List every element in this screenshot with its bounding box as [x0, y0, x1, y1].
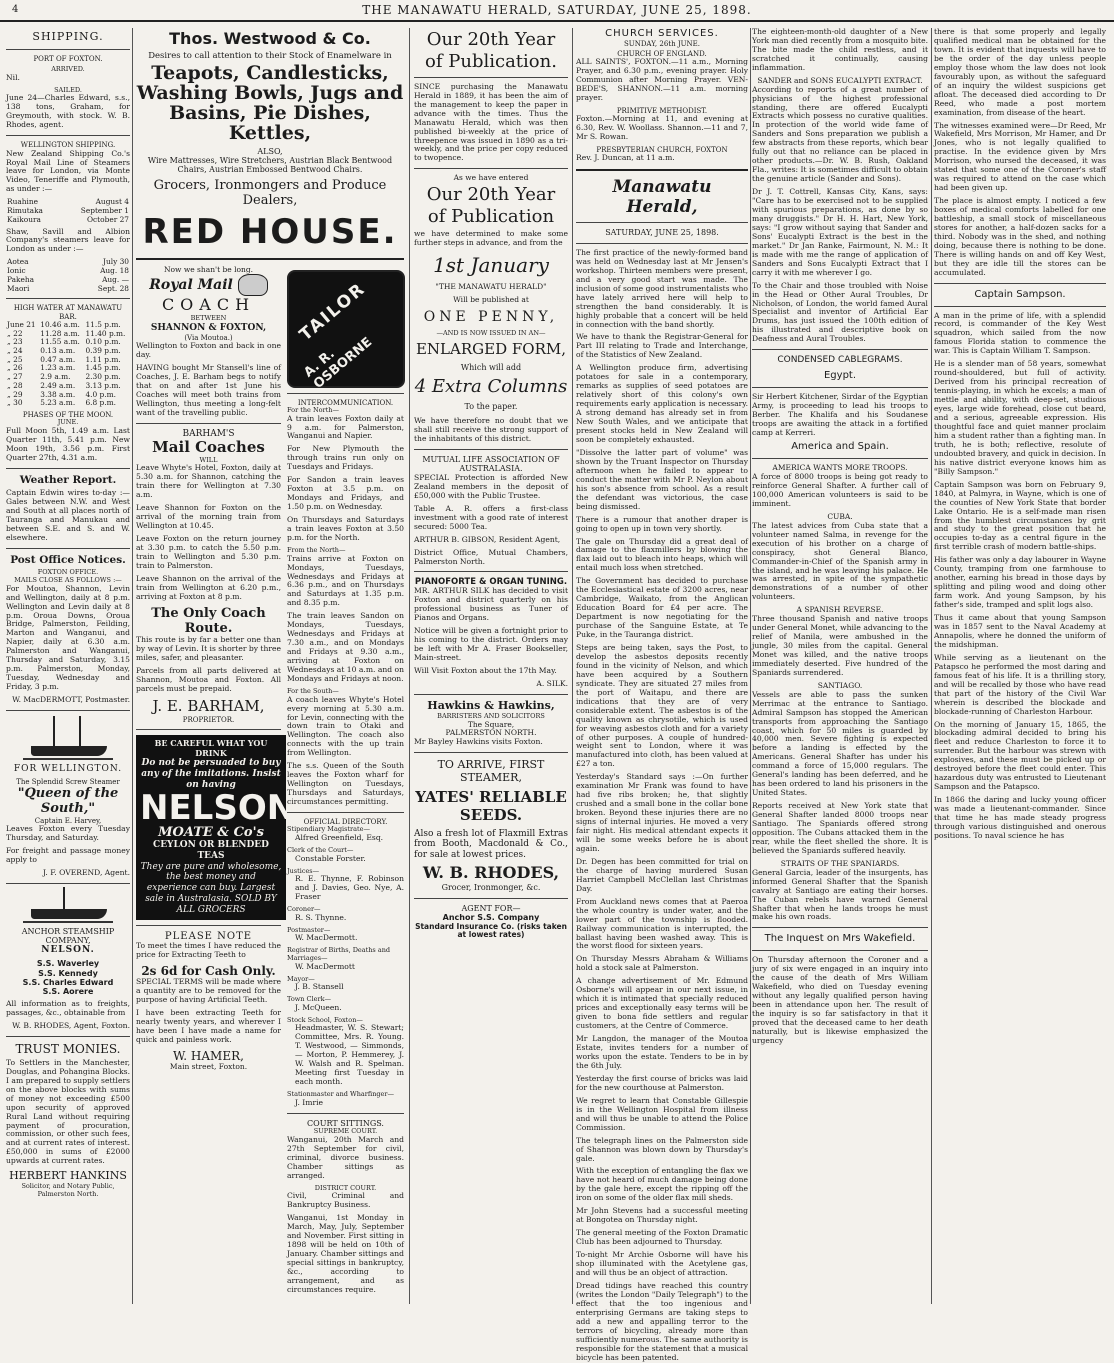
- as-we-entered: As we have entered: [453, 173, 529, 183]
- news-paragraph: Yesterday the first course of bricks was laid for the new courthouse at Palmerston.: [576, 1073, 748, 1092]
- tide-heading: HIGH WATER AT MANAWATU BAR.: [13, 304, 123, 321]
- official-directory: OFFICIAL DIRECTORY.: [303, 818, 388, 827]
- troops-heading: AMERICA WANTS MORE TROOPS.: [772, 463, 908, 473]
- church-services: CHURCH SERVICES.: [605, 28, 719, 39]
- trust-monies-text: To Settlers in the Manchester, Douglas, and Pohangina Blocks. I am prepared to supply settlers on the above blocks with sums of money not exceeding £500 upon security of approved Rural Land without requiring payment of procuration, commission, or other such fees, and at current rates of interest. £50,000 in sums of £2000 upwards at current rates.: [6, 1057, 130, 1166]
- wellington-shipping-text: New Zealand Shipping Co.'s Royal Mail Line of Steamers leave for London, via Monte Video, Teneriffe and Plymouth, as under :—: [6, 148, 130, 194]
- rhodes-agent: W. B. RHODES, Agent, Foxton.: [12, 1020, 130, 1030]
- moon-heading: PHASES OF THE MOON.: [22, 411, 114, 420]
- santiago-text: Reports received at New York state that General Shafter landed 8000 troops near Santiago. The Spaniards offered strong opposition. The Cubans attacked them in the rear, while the fleet shelled the shore. It is believed the Spaniards suffered heavily.: [752, 801, 928, 855]
- intercom-text: A coach leaves Whyte's Hotel every morning at 5.30 a.m. for Levin, connecting with the down train to Otaki and Wellington. The coach also connects with the up train from Wellington.: [287, 694, 404, 758]
- silk-text: MR. ARTHUR SILK has decided to visit Foxton and district quarterly on his professional business as Tuner of Pianos and Organs.: [414, 586, 568, 623]
- news-paragraph: The general meeting of the Foxton Dramatic Club has been adjourned to Thursday.: [576, 1228, 748, 1247]
- flax-text: Also a fresh lot of Flaxmill Extras from Booth, Macdonald & Co., for sale at lowest prices.: [414, 828, 568, 860]
- table-row: Ruahine August 4: [7, 197, 129, 207]
- special-terms: SPECIAL TERMS will be made where a quantity are to be removed for the purpose of having Artificial Teeth.: [136, 977, 281, 1005]
- table-row: „ 29 3.38 a.m. 4.0 p.m.: [7, 389, 116, 399]
- captain-name: Captain E. Harvey,: [34, 816, 102, 825]
- weather-text: Captain Edwin wires to-day :—Gales between N.W. and West and South at all places north of Tauranga and Manukau and between S.E. and S. and W. elsewhere.: [6, 488, 130, 543]
- postmaster-sign: W. MacDERMOTT, Postmaster.: [12, 695, 130, 705]
- table-row: Pakeha Aug. —: [7, 274, 129, 284]
- sailed-text: June 24—Charles Edward, s.s., 138 tons, Graham, for Greymouth, with stock. W. B. Rhodes, agent.: [6, 93, 130, 130]
- hawkins-square: The Square,: [467, 719, 515, 729]
- port-heading: PORT OF FOXTON.: [33, 54, 103, 63]
- barham-schedule: Leave Shannon on the arrival of the train from Wellington at 6.20 p.m., arriving at Foxton at 8 p.m.: [136, 573, 281, 601]
- one-penny: ONE PENNY,: [423, 309, 559, 326]
- gibson-agent: ARTHUR B. GIBSON, Resident Agent,: [414, 534, 561, 544]
- support-text: We have therefore no doubt that we shall still receive the strong support of the inhabitants of this district.: [414, 416, 568, 444]
- to-the-paper: To the paper.: [464, 401, 518, 411]
- freight-text: For freight and passage money apply to: [6, 845, 130, 864]
- herald-name: "THE MANAWATU HERALD": [435, 282, 547, 292]
- hawkins-palmerston: PALMERSTON NORTH.: [445, 728, 537, 738]
- grocers-text: Grocers, Ironmongers and Produce Dealers,: [153, 177, 387, 209]
- for-south: For the South—: [287, 686, 339, 695]
- barham-schedule: Leave Whyte's Hotel, Foxton, daily at 5.30 a.m. for Shannon, catching the train there for Wellington at 7.30 a.m.: [136, 463, 281, 500]
- yates-seeds: YATES' RELIABLE SEEDS.: [415, 788, 567, 824]
- intercom-text: For New Plymouth the through trains run only on Tuesdays and Fridays.: [287, 444, 404, 472]
- screw-steamer: The Splendid Screw Steamer: [16, 777, 120, 786]
- column-rule: [132, 28, 133, 1304]
- for-wellington-heading: FOR WELLINGTON.: [13, 764, 123, 775]
- silk-text: Notice will be given a fortnight prior to his coming to the district. Orders may be left with Mr A. Fraser Bookseller, Main-street.: [414, 626, 568, 663]
- reverse-text: Three thousand Spanish and native troops under General Monet, while advancing to the relief of Manila, were ambushed in the jungle, 30 miles from the capital. General Monet was killed, and the native troops immediately deserted. Five hundred of the Spaniards surrendered.: [752, 614, 928, 677]
- of-publication: of Publication: [427, 206, 555, 228]
- anchor-ss: Anchor S.S. Company: [442, 913, 540, 923]
- tailor-osborne-logo: TAILOR A. R. OSBORNE: [287, 270, 405, 388]
- inquest-heading: The Inquest on Mrs Wakefield.: [764, 933, 916, 945]
- will-be-published: Will be published at: [453, 295, 529, 305]
- intercom-text: A train leaves Foxton daily at 9 a.m. for Palmerston, Wanganui and Napier.: [287, 413, 404, 441]
- egypt-text: Sir Herbert Kitchener, Sirdar of the Egyptian Army, is proceeding to lead his troops to Berber. The Khalifa and his Soudanese troops are awaiting the attack in a fortified camp at Kerreri.: [752, 391, 928, 437]
- santiago-text: Vessels are able to pass the sunken Merrimac at the entrance to Santiago. Admiral Sampson has stopped the American transports from approaching the Santiago coast, which for 50 miles is guarded by 40,000 men. Severe fighting is expected before a landing is effected by the Americans. General Shafter has under his command a force of 15,000 regulars. The General's landing has been deferred, and he has been ordered to land his prisoners in the United States.: [752, 689, 928, 798]
- pianoforte-heading: PIANOFORTE & ORGAN TUNING.: [414, 577, 568, 588]
- news-paragraph: The first practice of the newly-formed band was held on Wednesday last at Mr Jensen's workshop. Thirteen members were present, and a very good start was made. The inclusion of some good instrumentalists who have lately arrived here will help to strengthen the band considerably. It is highly probable that a concert will be held in connection with the band shortly.: [576, 247, 748, 329]
- red-house: RED HOUSE.: [142, 211, 398, 252]
- news-paragraph: On Thursday Messrs Abraham & Williams hold a stock sale at Palmerston.: [576, 954, 748, 973]
- herbert-hankins: HERBERT HANKINS: [9, 1169, 127, 1183]
- barham-schedule: Leave Shannon for Foxton on the arrival of the morning train from Wellington at 10.45.: [136, 503, 281, 531]
- ship-name: S.S. Kennedy: [38, 968, 98, 978]
- teeth-text: To meet the times I have reduced the price for Extracting Teeth to: [136, 941, 281, 960]
- hawkins-sub: BARRISTERS AND SOLICITORS: [437, 711, 545, 720]
- coach-text: HAVING bought Mr Stansell's line of Coaches, J. E. Barham begs to notify that on and after 1st June his Coaches will meet both trains from Wellington, thus meeting a long-felt want of the travelling public.: [136, 362, 281, 417]
- sanders-text: Dr J. T. Cottrell, Kansas City, Kans, says: "Care has to be exercised not to be supplied with spurious preparations, as done by so many druggists." Dr H. H. Hart, New York, says: "I grow without saying that Sander and Sons' Eucalypti Extract is the best in the market." Dr Jan Ranke, Fairmount, N. M.: It is made with me the range of application of Sanders and Sons Eucalypti Extract that I carry it with me wherever I go.: [752, 187, 928, 277]
- news-paragraph: We regret to learn that Constable Gillespie is in the Wellington Hospital from illness and will thus be unable to attend the Police Commission.: [576, 1095, 748, 1132]
- mail-coaches: Mail Coaches: [152, 438, 265, 457]
- sampson-paragraph: On the morning of January 15, 1865, the blockading admiral decided to bring his fleet and reduce Charleston to force it to surrender. But the harbour was strewn with explosives, and these must be picked up or destroyed before the fleet could enter. This hazardous duty was entrusted to Lieutenant Sampson and the Patapsco.: [934, 719, 1106, 792]
- sampson-paragraph: In 1866 the daring and lucky young officer was made a lieutenant-commander. Since that time he has made steady progress through various distinguished and onerous positions. To naval science he has: [934, 795, 1106, 840]
- column-church-news: [576, 28, 748, 1362]
- parcels-text: Parcels from all parts delivered at Shannon, Moutoa and Foxton. All parcels must be prepaid.: [136, 666, 281, 694]
- sailed-heading: SAILED.: [54, 85, 82, 94]
- silk-visit: Will Visit Foxton about the 17th May.: [414, 666, 557, 676]
- first-january: 1st January: [433, 252, 549, 277]
- column-rule: [750, 28, 751, 1304]
- ship-list: [6, 258, 130, 293]
- anchor-text: All information as to freights, passages, &c., obtainable from: [6, 998, 130, 1017]
- inquest-text: On Thursday afternoon the Coroner and a jury of six were engaged in an inquiry into the cause of the death of Mrs William Wakefield, who died on Tuesday evening without any legally qualified person having been in attendance upon her. The result of the inquiry is so far satisfactory in that it proved that the deceased came to her death naturally, but is likewise emphasized the urgency: [752, 955, 928, 1045]
- news-paragraph: Mr Langdon, the manager of the Moutoa Estate, invites tenders for a number of works upon the estate. Tenders to be in by the 6th July.: [576, 1034, 748, 1070]
- post-office-heading: Post Office Notices.: [10, 553, 126, 566]
- table-row: „ 26 1.23 a.m. 1.45 p.m.: [7, 363, 121, 373]
- table-row: Ionic Aug. 18: [7, 266, 129, 276]
- sampson-paragraph: His father was only a day labourer in Wayne County, tramping from one farmhouse to another, earning his bread in those days by splitting and piling wood and doing other farm work. And young Sampson, by his father's side, tramped and split logs also.: [934, 555, 1106, 610]
- masthead: [0, 0, 1114, 22]
- from-north: From the North—: [287, 545, 346, 554]
- table-row: Maori Sept. 28: [7, 283, 129, 293]
- column-rule: [572, 28, 573, 1304]
- news-paragraph: A Wellington produce firm, advertising potatoes for sale in a contemporary, remarks as supplies of seed potatoes are relatively short of this colony's own requirements early application is necessary. A strong demand has already set in from New South Wales, and we anticipate that present stocks held in New Zealand will soon be completely exhausted.: [576, 363, 748, 444]
- table-row: Kaikoura October 27: [7, 214, 129, 224]
- news-paragraph: there is that some properly and legally qualified medical man be obtained for the town. It is evident that inquests will have to be the order of the day unless people employ those whom the law does not look favourably upon, as without the safeguard of an inquiry the wildest suspicions get afloat. The deceased died according to Dr Reed, who made a post mortem examination, from disease of the heart.: [934, 27, 1106, 117]
- also-label: ALSO,: [257, 146, 283, 156]
- news-paragraph: Dr. Degen has been committed for trial on the charge of having murdered Susan Harriet Campbell McClellan last Christmas Day.: [576, 856, 748, 893]
- leaves-foxton: Leaves Foxton every Tuesday Thursday, and Saturday.: [6, 823, 130, 842]
- santiago-heading: SANTIAGO.: [817, 680, 863, 690]
- which-will-add: Which will add: [460, 363, 522, 373]
- cuba-heading: CUBA.: [827, 511, 853, 521]
- column-rule: [931, 28, 932, 1304]
- will-label: WILL: [199, 455, 218, 464]
- sanders-text: To the Chair and those troubled with Noise in the Head or Other Aural Troubles, Dr Nicholson, of London, the world famed Aural Specialist and inventor of Artificial Ear Drums, has just issued the 100th edition of his illustrated and descriptive book on Deafness and Aural Troubles.: [752, 280, 928, 344]
- intercom-text: For Sandon a train leaves Foxton at 3.5 p.m. on Mondays and Fridays, and 1.50 p.m. on Wednesday.: [287, 475, 404, 512]
- table-row: June 21 10.46 a.m. 11.5 p.m.: [7, 319, 121, 329]
- district-text: Civil, Criminal and Bankruptcy Business.: [287, 1191, 404, 1210]
- presbyterian: PRESBYTERIAN CHURCH, FOXTON: [596, 146, 728, 155]
- table-row: „ 23 11.55 a.m. 0.10 p.m.: [7, 337, 121, 347]
- district-text: Wanganui, 1st Monday in March, May, July, September and November. First sitting in 1898 will be held on 10th of January. Chamber sittings and special sittings in bankruptcy, &c., according to arrangement, and as circumstances require.: [287, 1213, 404, 1294]
- mutual-life-heading: MUTUAL LIFE ASSOCIATION OF AUSTRALASIA.: [422, 455, 560, 474]
- news-paragraph: Mr John Stevens had a successful meeting at Bongotea on Thursday night.: [576, 1206, 748, 1225]
- newspaper-title: THE MANAWATU HERALD, SATURDAY, JUNE 25, 1898.: [362, 3, 752, 17]
- decided-text: we have determined to make some further steps in advance, and from the: [414, 228, 568, 247]
- news-paragraph: Yesterday's Standard says :—On further examination Mr Frank was found to have had five ribs broken; he, that slightly crushed and a small bone in the collar bone broken. Beyond these injuries there are no signs of internal injuries. He moved a very fair night. His medical attendant expects it will be some weeks before he is about again.: [576, 772, 748, 853]
- intercom-text: Trains arrive at Foxton on Mondays, Tuesdays, Wednesdays and Fridays at 6.36 p.m., and on Thursdays and Saturdays at 1.35 p.m. and 8.35 p.m.: [287, 553, 404, 608]
- herald-date: SATURDAY, JUNE 25, 1898.: [605, 228, 719, 238]
- ship-name: S.S. Aorere: [42, 987, 94, 997]
- district-court: DISTRICT COURT.: [314, 1183, 377, 1192]
- news-paragraph: The telegraph lines on the Palmerston side of Shannon was blown down by Thursday's gale.: [576, 1135, 748, 1163]
- wb-rhodes: W. B. RHODES,: [422, 863, 560, 883]
- post-office-sub: FOXTON OFFICE.: [37, 568, 99, 577]
- hankins-sub: Solicitor, and Notary Public, Palmerston North.: [21, 1182, 115, 1198]
- table-row: „ 24 0.13 a.m. 0.39 p.m.: [7, 346, 121, 356]
- presbyterian-text: Rev. J. Duncan, at 11 a.m.: [576, 153, 675, 163]
- court-sittings: COURT SITTINGS.: [307, 1118, 384, 1128]
- column-rule: [409, 28, 410, 1304]
- teapots-list: Teapots, Candlesticks, Washing Bowls, Jugs and Basins, Pie Dishes, Kettles,: [136, 61, 404, 144]
- news-paragraph: The gale on Thursday did a great deal of damage to the flaxmillers by blowing the flax laid out to bleach into heaps, which will entail much loss when stretched.: [576, 536, 748, 573]
- proprietor: PROPRIETOR.: [182, 715, 235, 724]
- page-number: 4: [12, 4, 19, 15]
- table-row: Rimutaka September 1: [7, 206, 129, 216]
- moon-sub: JUNE.: [57, 418, 79, 427]
- hamer-address: Main street, Foxton.: [169, 1062, 248, 1072]
- wellington-shipping-heading: WELLINGTON SHIPPING.: [20, 141, 116, 150]
- supreme-court: SUPREME COURT.: [313, 1127, 378, 1136]
- barhams: BARHAM'S: [182, 428, 235, 439]
- news-paragraph: Steps are being taken, says the Post, to develop the asbestos deposits recently found in the vicinity of Nelson, and which have been acquired by a Southern syndicate. They are situated 27 miles from the port of Waitapu, and there are indications that they are of very considerable extent. The asbestos is of the quality known as chrysotile, which is used for weaving asbestos cloth and for a variety of other purposes. A couple of hundred-weight sent to London, where it was manufactured into cloth, has been valued at £27 a ton.: [576, 642, 748, 769]
- shipping-heading: SHIPPING.: [32, 30, 104, 43]
- mails-close: MAILS CLOSE AS FOLLOWS :—: [14, 576, 122, 584]
- news-paragraph: We have to thank the Registrar-General for Part III relating to Trade and Interchange, of the Statistics of New Zealand.: [576, 332, 748, 360]
- sanders-text: According to reports of a great number of physicians of the highest professional standing, there are offered Eucalypti Extracts which possess no curative qualities. In protection of the world wide fame of Sanders and Sons preparation we publish a few abstracts from these reports, which bear fully out that no reliance can be placed in other products.—Dr. W. B. Rush, Oakland Fla., writes: It is sometimes difficult to obtain the genuine article (Sander and Sons).: [752, 84, 928, 184]
- straits-text: General Garcia, leader of the insurgents, has informed General Shafter that the Spanish cavalry at Santiago are eating their horses. The Cuban rebels have warned General Shafter that when he lands troops he must make his own roads.: [752, 867, 928, 922]
- reverse-heading: A SPANISH REVERSE.: [796, 605, 884, 615]
- sampson-paragraph: Thus it came about that young Sampson was in 1857 sent to the Naval Academy at Annapolis, where he donned the uniform of the midshipman.: [934, 613, 1106, 649]
- for-north: For the North—: [287, 405, 339, 414]
- intercom-text: The train leaves Sandon on Mondays, Tuesdays, Wednesdays and Fridays at 7.30 a.m., and on Mondays and Fridays at 9.30 a.m., arriving at Foxton on Wednesdays at 10 a.m. and on Mondays and Fridays at noon.: [287, 611, 405, 683]
- since-text: SINCE purchasing the Manawatu Herald in 1889, it has been the aim of the management to keep the paper in advance with the times. Thus the Manawatu Herald, which was then published bi-weekly at the price of threepence was issued in 1890 as a tri-weekly, and the price per copy reduced to twopence.: [414, 81, 568, 163]
- sampson-paragraph: A man in the prime of life, with a splendid record, is commander of the Key West squadron, which sailed from the now famous Florida station to commence the war. This is Captain William T. Sampson.: [934, 310, 1106, 356]
- mutual-text: Table A. R. offers a first-class investment with a good rate of interest secured: 5000 Tea.: [414, 503, 568, 531]
- teeth-price: 2s 6d for Cash Only.: [141, 964, 276, 979]
- standard-insurance: Standard Insurance Co. (risks taken at lowest rates): [415, 921, 567, 940]
- table-row: „ 22 11.28 a.m. 11.40 p.m.: [7, 328, 126, 338]
- table-row: Aotea July 30: [7, 257, 129, 267]
- to-arrive: TO ARRIVE, FIRST STEAMER,: [437, 758, 545, 785]
- coach-heading: COACH: [161, 295, 256, 315]
- nelson-tea-ad: BE CAREFUL WHAT YOU DRINK Do not be persuaded to buy any of the imitations. Insist on having NELSON MOATE & Co's CEYLON OR BLENDED TEAS They are pure and wholesome, the best money and experience can buy. Largest sale in Australasia. SOLD BY ALL GROCERS: [136, 735, 286, 919]
- america-spain-heading: America and Spain.: [791, 441, 889, 453]
- four-extra-columns: 4 Extra Columns: [414, 376, 568, 398]
- church-of-england: CHURCH OF ENGLAND.: [617, 50, 707, 59]
- royal-crest-icon: [238, 274, 268, 296]
- news-paragraph: The eighteen-month-old daughter of a New York man died recently from a mosquito bite. The bite made the child restless, and it scratched it continually, causing inflammation.: [752, 27, 928, 72]
- westwood-heading: Thos. Westwood & Co.: [169, 29, 371, 48]
- one-day: Wellington to Foxton and back in one day.: [136, 340, 281, 359]
- sunday-date: SUNDAY, 26th JUNE.: [624, 39, 700, 48]
- please-note: PLEASE NOTE: [164, 930, 253, 942]
- news-paragraph: A change advertisement of Mr. Edmund Osborne's will appear in our next issue, in which it is intimated that specially reduced prices and exceptionally easy terms will be given to bona fide settlers and regular customers, at the Centre of Commerce.: [576, 976, 748, 1031]
- twentieth-year: Our 20th Year: [426, 184, 556, 206]
- news-paragraph: The place is almost empty. I noticed a few boxes of medical comforts labelled for one battleship, a small stock of miscellaneous stores for another, a half-dozen sacks for a third. Nobody was in the shed, and nothing doing, because there is nothing to be done. There is willing hands on and off Key West, but they are idle till the stores can be accumulated.: [934, 196, 1106, 277]
- via-moutoa: (Via Moutoa.): [184, 333, 233, 342]
- trust-monies-heading: TRUST MONIES.: [15, 1041, 121, 1056]
- primitive-methodist: PRIMITIVE METHODIST.: [616, 107, 708, 116]
- column-advertisements: Thos. Westwood & Co. Desires to call attention to their Stock of Enamelware in Teapots, Candlesticks, Washing Bowls, Jugs and Basins, Pie Dishes, Kettles, ALSO, Wire Mattresses, Wire Stretchers, Austrian Black Bentwood Chairs, Austrian Embossed Bentwood Chairs. Grocers, Ironmongers and Produce Dealers, RED HOUSE. Now we shan't be long. Royal Mail COACH BETWEEN SHANNON & FOXTON, (Via Moutoa.) Wellington to Foxton and back in one day. HAVING bought Mr Stansell's line of Coaches, J. E. Barham begs to notify that on and after 1st June his Coaches will meet both trains from Wellington, thus meeting a long-felt want of the travelling public. BARHAM'S Mail Coaches WILL Leave Whyte's Hotel, Foxton, daily at 5.30 a.m. for Shannon, catching the train there for Wellington at 7.30 a.m. Leave Shannon for Foxton on the arrival of the morning train from Wellington at 10.45. Leave Foxton on the return journey at 3.30 p.m. to catch the 5.50 p.m. train to Wellington and 5.30 p.m. train to Palmerston. Leave Shannon on the arrival of the train from Wellington at 6.20 p.m., arriving at Foxton at 8 p.m. The Only Coach Route. This route is by far a better one than by way of Levin. It is shorter by three miles, safer, and pleasanter. Parcels from all parts delivered at Shannon, Moutoa and Foxton. All parcels must be prepaid. J. E. BARHAM, PROPRIETOR. BE CAREFUL WHAT YOU DRINK Do not be persuaded to buy any of the imitations. Insist on having NELSON MOATE & Co's CEYLON OR BLENDED TEAS They are pure and wholesome, the best money and experience can buy. Largest sale in Australasia. SOLD BY ALL GROCERS PLEASE NOTE To meet the times I have reduced the price for Extracting Teeth to 2s 6d for Cash Only. SPECIAL TERMS will be made where a quantity are to be removed for the purpose of having Artificial Teeth. I have been extracting Teeth for nearly twenty years, and wherever I have been I have made a name for quick and painless work. W. HAMER, Main street, Foxton. TAILOR A. R. OSBORNE INTERCOMMUNICATION. For the North— A train leaves Foxton daily at 9 a.m. for Palmerston, Wanganui and Napier. For New Plymouth the through trains run only on Tuesdays and Fridays. For Sandon a train leaves Foxton at 3.5 p.m. on Mondays and Fridays, and 1.50 p.m. on Wednesday. On Thursdays and Saturdays a train leaves Foxton at 3.50 p.m. for the North. From the North— Trains arrive at Foxton on Mondays, Tuesdays, Wednesdays and Fridays at 6.36 p.m., and on Thursdays and Saturdays at 1.35 p.m. and 8.35 p.m. The train leaves Sandon on Mondays, Tuesdays, Wednesdays and Fridays at 7.30 a.m., and on Mondays and Fridays at 9.30 a.m., arriving at Foxton on Wednesdays at 10 a.m. and on Mondays and Fridays at noon. For the South— A coach leaves Whyte's Hotel every morning at 5.30 a.m. for Levin, connecting with the down train to Otaki and Wellington. The coach also connects with the up train from Wellington. The s.s. Queen of the South leaves the Foxton wharf for Wellington on Tuesdays, Thursdays and Saturdays, circumstances permitting. OFFICIAL DIRECTORY. Stipendiary Magistrate— Alfred Greenfield, Esq. Clerk of the Court— Constable Forster. Justices— R. E. Thynne, F. Robinson and J. Davies, Geo. Nye, A. Fraser Coroner— R. S. Thynne. Postmaster— W. MacDermott. Registrar of Births, Deaths and Marriages— W. MacDermott Mayor— J. B. Stansell Town Clerk— J. McQueen. Stock School, Foxton— Headmaster, W. S. Stewart; Committee, Mrs. R. Young. T. Westwood, — Simmonds, — Morton, P. Hemmerey, J. W. Walsh and R. Spelman. Meeting first Tuesday in each month. Stationmaster and Wharfinger— J. Imrie COURT SITTINGS. SUPREME COURT. Wanganui, 20th March and 27th September for civil, criminal, divorce business. Chamber sittings as arranged. DISTRICT COURT. Civil, Criminal and Bankruptcy Business. Wanganui, 1st Monday in March, May, July, September and November. First sitting in 1898 will be held on 10th of January. Chamber sittings and special sittings in bankruptcy, &c., according to arrangement, and as circumstances require.: [136, 29, 405, 1294]
- barham-schedule: Leave Foxton on the return journey at 3.30 p.m. to catch the 5.50 p.m. train to Wellington and 5.30 p.m. train to Palmerston.: [136, 534, 281, 570]
- primitive-text: Foxton.—Morning at 11, and evening at 6.30, Rev. W. Woollass. Shannon.—11 and 7, Mr S. Rowan.: [576, 114, 748, 142]
- sampson-paragraph: He is a slender man of 58 years, somewhat round-shouldered, but full of activity. Derived from his principal recreation of tennis-playing, in which he excels; a man of mettle and ability, with deep-set, studious eyes, large wide forehead, close cut beard, and a serious, agreeable expression. His thoughtful face and quiet manner proclaim him a student rather than a fighting man. In truth, he is both; reflective, resolute of undoubted bravery, and quick in decision. In his native district everyone knows him as "Billy Sampson.": [934, 359, 1106, 476]
- table-row: „ 27 2.9 a.m. 2.30 p.m.: [7, 372, 121, 382]
- steamer-illustration: [23, 716, 113, 760]
- enlarged-form: ENLARGED FORM,: [415, 340, 566, 359]
- nelson-company: NELSON.: [41, 945, 95, 956]
- grocer-label: Grocer, Ironmonger, &c.: [441, 883, 541, 893]
- arrived-heading: ARRIVED.: [51, 65, 85, 74]
- sampson-paragraph: Captain Sampson was born on February 9, 1840, at Palmyra, in Wayne, which is one of the counties of New York State that border Lake Ontario. He is a self-made man risen from the humblest circumstances by grit and study to the great position that he occupies to-day as a central figure in the first terrible crash of modern battle-ships.: [934, 479, 1106, 552]
- supreme-text: Wanganui, 20th March and 27th September for civil, criminal, divorce business. Chamber sittings as arranged.: [287, 1134, 404, 1180]
- tide-table: [6, 321, 130, 408]
- captain-sampson-heading: Captain Sampson.: [974, 288, 1066, 300]
- news-paragraph: The witnesses examined were—Dr Reed, Mr Wakefield, Mrs Morrison, Mr Hamer, and Dr Jones, who is not legally qualified to practise. In the evidence given by Mrs Morrison, who nursed the deceased, it was stated that some one of the Coroner's staff was required to attend on the case which had been given up.: [934, 120, 1106, 193]
- ship-name: S.S. Charles Edward: [22, 977, 114, 987]
- anchor-steamer-illustration: [23, 889, 113, 923]
- news-paragraph: "Dissolve the latter part of volume" was shown by the Truant Inspector on Thursday afternoon when he failed to appear to conduct the matter with Mr P. Neylon about his son's absence from school. As a result the defendant was victorious, the case being dismissed.: [576, 447, 748, 511]
- news-paragraph: From Auckland news comes that at Paeroa the whole country is under water, and the lower part of the township is flooded. Railway communication is interrupted, the ballast having been washed away. This is the worst flood for sixteen years.: [576, 896, 748, 951]
- bayley-text: Mr Bayley Hawkins visits Foxton.: [414, 737, 543, 747]
- straits-heading: STRAITS OF THE SPANIARDS.: [780, 858, 900, 868]
- of-publication: of Publication.: [425, 50, 557, 72]
- column-herald-notice: [414, 28, 568, 1306]
- news-paragraph: The Government has decided to purchase the Ecclesiastical estate of 3200 acres, near Cambridge, Waikato, from the Anglican Education Board for £4 per acre. The Department is now negotiating for the purchase of the Sanguine Estate, at Te Puke, in the Tauranga district.: [576, 576, 748, 640]
- je-barham: J. E. BARHAM,: [152, 697, 265, 716]
- only-coach-route: The Only Coach Route.: [151, 605, 266, 637]
- weather-heading: Weather Report.: [19, 473, 117, 486]
- intercom-heading: INTERCOMMUNICATION.: [297, 398, 394, 407]
- between-label: BETWEEN: [190, 314, 227, 323]
- condensed-cablegrams: CONDENSED CABLEGRAMS.: [777, 355, 903, 366]
- table-row: „ 30 5.23 a.m. 6.8 p.m.: [7, 398, 116, 408]
- overend-agent: J. F. OVEREND, Agent.: [42, 867, 130, 877]
- troops-text: A force of 8000 troops is being got ready to reinforce General Shafter. A further call of 100,000 American volunteers is said to be imminent.: [752, 472, 928, 508]
- news-paragraph: To-night Mr Archie Osborne will have his shop illuminated with the Acetylene gas, and will thus be an object of attraction.: [576, 1250, 748, 1277]
- agent-for: AGENT FOR—: [461, 903, 521, 913]
- table-row: „ 25 0.47 a.m. 1.11 p.m.: [7, 354, 121, 364]
- cuba-text: The latest advices from Cuba state that a volunteer named Salma, in revenge for the execution of his brother on a charge of conspiracy, shot General Blanco, Commander-in-Chief of the Spanish army in the island, and he was leaving his palace. He was arrested, in spite of the sympathetic demonstrations of a number of other volunteers.: [752, 520, 928, 602]
- table-row: „ 28 2.49 a.m. 3.13 p.m.: [7, 380, 121, 390]
- news-paragraph: There is a rumour that another draper is going to open up in town very shortly.: [576, 514, 748, 533]
- news-paragraph: With the exception of entangling the flax we have not heard of much damage being done by the gale here, except the ripping off the iron on some of the older flax mill sheds.: [576, 1166, 748, 1203]
- route-text: This route is by far a better one than by way of Levin. It is shorter by three miles, safer, and pleasanter.: [136, 635, 281, 663]
- herald-nameplate: Manawatu Herald,: [612, 177, 712, 218]
- gibson-address: District Office, Mutual Chambers, Palmerston North.: [414, 547, 568, 566]
- column-sampson: [934, 28, 1106, 1306]
- shannon-foxton: SHANNON & FOXTON,: [150, 323, 267, 334]
- ship-name: S.S. Waverley: [36, 959, 100, 969]
- w-hamer: W. HAMER,: [173, 1049, 244, 1064]
- sanders-heading: SANDER and SONS EUCALYPTI EXTRACT.: [757, 75, 923, 85]
- anchor-steamship-heading: ANCHOR STEAMSHIP COMPANY,: [21, 926, 115, 946]
- moon-text: Full Moon 5th, 1.49 a.m. Last Quarter 11th, 5.41 p.m. New Moon 19th, 3.56 p.m. First Quarter 27th, 4.31 a.m.: [6, 426, 130, 462]
- queen-of-the-south: "Queen of the South,": [17, 785, 119, 817]
- egypt-heading: Egypt.: [823, 369, 857, 381]
- royal-mail: Royal Mail: [136, 274, 281, 296]
- intercom-text: The s.s. Queen of the South leaves the Foxton wharf for Wellington on Tuesdays, Thursdays and Saturdays, circumstances permitting.: [287, 761, 404, 807]
- column-cablegrams: [752, 28, 928, 1306]
- arrived-text: Nil.: [6, 72, 20, 82]
- post-office-text: For Moutoa, Shannon, Levin and Wellington, daily at 8 p.m. Wellington and Levin daily at 8 p.m. Oroua Downs, Oroua Bridge, Palmerston, Feilding, Marton and Wanganui, and Napier, daily at 6.30 a.m. Palmerston and Wanganui, Thursday and Saturday, 3.15 p.m. Palmerston, Monday, Tuesday, Wednesday and Friday, 3 p.m.: [6, 583, 130, 692]
- column-shipping: [6, 28, 130, 1306]
- now-label: Now we shan't be long.: [163, 264, 254, 274]
- hawkins-heading: Hawkins & Hawkins,: [427, 699, 555, 712]
- westwood-desires: Desires to call attention to their Stock of Enamelware in: [148, 50, 392, 61]
- intercom-text: On Thursdays and Saturdays a train leaves Foxton at 3.50 p.m. for the North.: [287, 515, 404, 542]
- mutual-text: SPECIAL Protection is afforded New Zealand members in the deposit of £50,000 with the Public Trustee.: [414, 472, 568, 500]
- issued-label: —AND IS NOW ISSUED IN AN—: [436, 328, 546, 337]
- mattresses-text: Wire Mattresses, Wire Stretchers, Austrian Black Bentwood Chairs, Austrian Embossed Bentwood Chairs.: [147, 156, 393, 175]
- sampson-paragraph: While serving as a lieutenant on the Patapsco he performed the most daring and famous feat of his life. It is a thrilling story, and will be recalled by those who have read that part of the history of the Civil War wherein is described the blockade and blockade-running of Charleston Harbour.: [934, 652, 1106, 716]
- shaw-savill-text: Shaw, Savill and Albion Company's steamers leave for London as under :—: [6, 226, 130, 254]
- silk-sign: A. SILK.: [536, 679, 568, 689]
- ship-list: [6, 198, 130, 224]
- church-england-text: ALL SAINTS', FOXTON.—11 a.m., Morning Prayer, and 6.30 p.m., evening prayer. Holy Communion after Morning Prayer. VEN-BEDE'S, SHANNON.—11 a.m. morning prayer.: [576, 57, 748, 103]
- twentieth-year: Our 20th Year: [426, 29, 556, 50]
- news-paragraph: Dread tidings have reached this country (writes the London "Daily Telegraph") to the effect that the too ingenious and enterprising Germans are taking steps to add a new and appalling terror to the terrors of bicycling, already more than sufficiently numerous. The same authority is responsible for the statement that a musical bicycle has been patented.: [576, 1280, 748, 1362]
- extracting-text: I have been extracting Teeth for nearly twenty years, and wherever I have been I have made a name for quick and painless work.: [136, 1008, 281, 1045]
